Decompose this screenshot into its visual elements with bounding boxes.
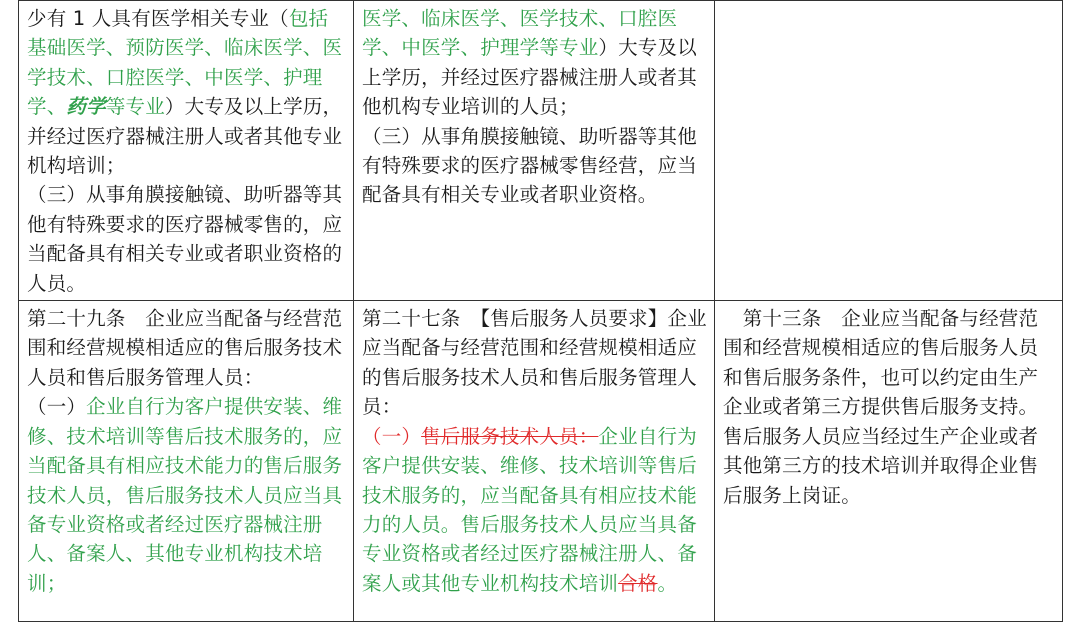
deleted-text: 售后服务技术人员：	[421, 424, 599, 448]
text-segment: ）大专及以上学历，并经过医疗器械注册人或者其他专业机构培训；	[27, 95, 343, 178]
text-segment: 少有 1 人具有医学相关专业（	[27, 7, 289, 30]
paragraph: （三）从事角膜接触镜、助听器等其他有特殊要求的医疗器械零售的，应当配备具有相关专业或者职业资格的人员。	[27, 183, 343, 295]
text-segment: 包括基础医学、预防医学、临床医学、医学技术、口腔医学、中医学、护理学、	[27, 7, 343, 119]
table-row	[19, 1, 1063, 301]
cell-r1-c2	[354, 1, 715, 301]
paragraph: 第十三条 企业应当配备与经营范围和经营规模相适应的售后服务人员和售后服务条件，也可以约定由生产企业或者第三方提供售后服务支持。售后服务人员应当经过生产企业或者其他第三方的技术培训并取得企业售后服务上岗证。	[723, 307, 1039, 507]
deleted-text: 合格	[618, 571, 658, 595]
text-segment: 企业自行为客户提供安装、维修、技术培训等售后技术服务的，应当配备具有相应技术能力的售后服务技术人员，售后服务技术人员应当具备专业资格或者经过医疗器械注册人、备案人、其他专业机构技术培训；	[27, 395, 343, 595]
paragraph	[362, 422, 708, 598]
paragraph: 第二十九条 企业应当配备与经营范围和经营规模相适应的售后服务技术人员和售后服务管理人员：	[27, 307, 343, 389]
text-segment: ）大专及以上学历，并经过医疗器械注册人或者其他机构专业培训的人员；	[362, 36, 697, 119]
text-segment: 企业自行为客户提供安装、维修、技术培训等售后技术服务的，应当配备具有相应技术能力的人员。售后服务技术人员应当具备专业资格或者经过医疗器械注册人、备案人或其他专业机构技术培训	[362, 424, 697, 595]
text-segment: 医学、临床医学、医学技术、口腔医学、中医学、护理学等专业	[362, 7, 678, 60]
cell-r2-c3	[715, 301, 1063, 622]
cell-r1-c1	[19, 1, 354, 301]
cell-r1-c3	[715, 1, 1063, 301]
table-row	[19, 301, 1063, 622]
paragraph: 第二十七条 【售后服务人员要求】企业应当配备与经营范围和经营规模相适应的售后服务技术人员和售后服务管理人员：	[362, 307, 707, 419]
cell-r2-c2	[354, 301, 715, 622]
text-segment: 等专业	[105, 95, 165, 119]
paragraph: （三）从事角膜接触镜、助听器等其他有特殊要求的医疗器械零售经营，应当配备具有相关专业或者职业资格。	[362, 124, 697, 207]
cell-r2-c1	[19, 301, 354, 622]
text-segment: （一）	[27, 395, 87, 419]
text-segment: （一）	[362, 424, 422, 448]
text-segment: 药学	[66, 95, 106, 119]
paragraph	[27, 392, 347, 598]
comparison-table	[18, 0, 1063, 622]
text-segment: 。	[657, 571, 678, 595]
